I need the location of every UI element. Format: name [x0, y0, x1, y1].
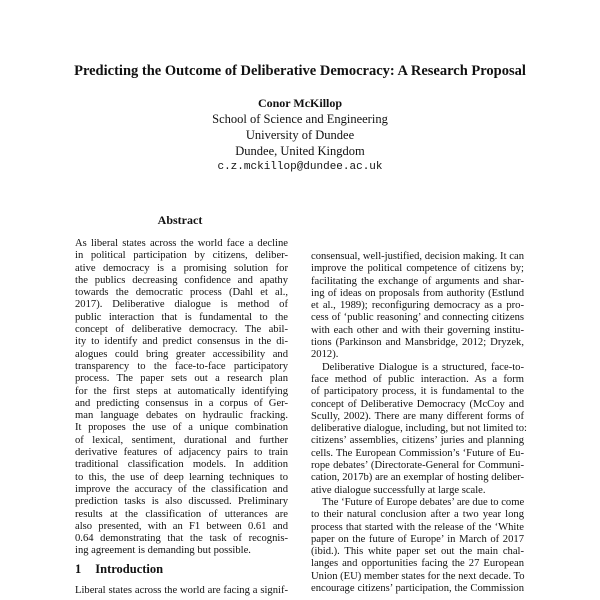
- text-line: 0.64 demonstrating that the task of recognis-: [75, 533, 288, 545]
- text-line: concept of Deliberative Democracy (McCoy and: [311, 398, 524, 410]
- text-line: process. The paper sets out a research plan: [75, 373, 288, 385]
- author-affiliation-location: Dundee, United Kingdom: [235, 144, 365, 158]
- author-affiliation-university: University of Dundee: [245, 128, 355, 142]
- text-line: the publics decreasing confidence and apathy: [75, 274, 288, 286]
- text-line: for the first steps at automatically identifying: [75, 385, 288, 397]
- text-line: public interaction that is fundamental to the: [75, 311, 288, 323]
- section-number: 1: [75, 562, 82, 576]
- text-line: process that started with the release of the ‘White: [311, 521, 524, 533]
- text-line: in political participation by citizens, deliber-: [75, 250, 288, 262]
- text-line: prediction tasks is also discussed. Preliminary: [75, 496, 288, 508]
- text-line: encourage citizens’ participation, the Commission: [311, 583, 524, 595]
- author-affiliation-school: School of Science and Engineering: [212, 112, 388, 126]
- section-title: Introduction: [95, 562, 164, 576]
- paper-title: Predicting the Outcome of Deliberative Democracy: A Research Proposal: [74, 63, 526, 79]
- text-line: cells. The European Commission’s ‘Future of Eu-: [311, 447, 524, 459]
- text-line: (ibid.). This white paper set out the main chal-: [311, 546, 524, 558]
- text-line: langes and opportunities facing the 27 European: [311, 558, 524, 570]
- text-line: It proposes the use of a unique combination: [75, 422, 288, 434]
- text-line: ing of ideas on proposals from authority (Estlund: [311, 287, 524, 299]
- section-heading-introduction: [75, 562, 177, 577]
- text-line: facilitating the exchange of arguments and shar-: [311, 275, 524, 287]
- text-line: ity to identify and predict consensus in the di-: [75, 336, 288, 348]
- text-line: ing agreement is demanding but possible.: [75, 545, 251, 557]
- text-line: cess of ‘public reasoning’ and connecting citizens: [311, 312, 524, 324]
- text-line: traditional classification models. In addition: [75, 459, 288, 471]
- text-line: rope debates’ (Directorate-General for Communi-: [311, 460, 524, 472]
- text-line: transparency to the face-to-face participatory: [75, 360, 288, 372]
- text-line: Deliberative Dialogue is a structured, face-to-: [322, 361, 524, 373]
- abstract-heading: Abstract: [157, 213, 203, 227]
- text-line: alogues could bring greater accessibility and: [75, 348, 288, 360]
- abstract-body: [75, 238, 288, 558]
- paragraph: [311, 497, 524, 595]
- text-line: consensual, well-justified, decision making. It can: [311, 251, 524, 262]
- text-line: to this, the use of deep learning techniques to: [75, 471, 288, 483]
- text-line: improve the political competence of citizens by;: [311, 263, 524, 275]
- text-line: ative dialogue successfully at large scale.: [311, 484, 486, 496]
- text-line: also presented, with an F1 between 0.61 and: [75, 520, 288, 532]
- text-line: 2017). Deliberative dialogue is method of: [75, 299, 288, 311]
- right-column-body: [311, 251, 527, 595]
- text-line: derivative features of adjacency pairs to train: [75, 447, 288, 459]
- paragraph: [311, 361, 527, 497]
- introduction-body: [75, 585, 288, 597]
- text-line: improve the accuracy of the classification and: [75, 483, 288, 495]
- text-line: 2012).: [311, 349, 339, 361]
- author-email: c.z.mckillop@dundee.ac.uk: [217, 161, 383, 173]
- text-line: tions (Parkinson and Mansbridge, 2012; Dryzek,: [311, 337, 524, 349]
- text-line: and predicting consensus in a corpus of Ger-: [75, 397, 288, 409]
- text-line: face method of public interaction. As a form: [311, 373, 524, 385]
- text-line: et al., 1989); reconfiguring democracy as a pro-: [311, 300, 524, 312]
- text-line: citizens’ assemblies, citizens’ juries and planning: [311, 435, 524, 447]
- text-line: The ‘Future of Europe debates’ are due to come: [322, 496, 525, 508]
- text-line: Union (EU) member states for the next decade. To: [311, 570, 525, 582]
- text-line: of lexical, sentiment, durational and further: [75, 434, 288, 446]
- author-name: Conor McKillop: [257, 96, 343, 110]
- text-line: results at the classification of utterances are: [75, 508, 288, 520]
- text-line: man language debates on hydraulic fracking.: [75, 410, 288, 422]
- text-line: towards the democratic process (Dahl et al.,: [75, 287, 288, 299]
- text-line: deliberative dialogue, including, but not limited to:: [311, 423, 527, 435]
- text-line: As liberal states across the world face a decline: [75, 238, 288, 249]
- text-line: Scully, 2002). There are many different forms of: [311, 410, 524, 422]
- text-line: Liberal states across the world are facing a signif-: [75, 585, 288, 596]
- text-line: cation, 2017b) are an exemplar of hosting deliber-: [311, 472, 524, 484]
- paragraph: [311, 251, 524, 362]
- text-line: with each other and with their governing institu-: [311, 324, 524, 336]
- text-line: of participatory process, it is fundamental to the: [311, 386, 524, 398]
- text-line: paper on the future of Europe’ in March of 2017: [311, 533, 524, 545]
- text-line: concept of deliberative democracy. The abil-: [75, 324, 288, 336]
- text-line: ative democracy is a promising solution for: [75, 262, 288, 274]
- text-line: to their natural conclusion after a two year long: [311, 509, 524, 521]
